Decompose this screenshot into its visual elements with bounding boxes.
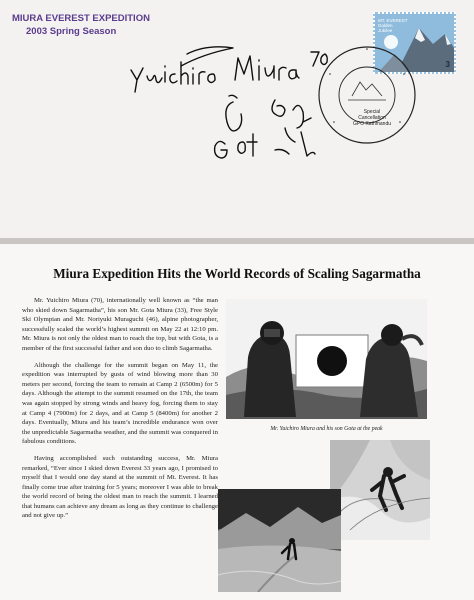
special-cancellation-label: Special Cancellation GPO Kathmandu <box>352 109 392 127</box>
article-paragraph: Although the challenge for the summit began on May 11, the expedition was interrupted by gusts of wind blowing more than 30 meters per second, forcing the team to remain at Camp 2 (6500m) for 5 days. Although the attempt to the summit resumed on the 17th, the team was again stopped by strong winds and heavy fog, forcing them to stay at Camp 4 (7900m) for 2 days, and at Camp 5 (8400m) for another 2 days. Eventually, Miura and his team’s incredible endurance won over the unpredictable Sagarmatha weather, and the summit was conquered in fabulous conditions. <box>22 361 218 446</box>
trekking-photo <box>218 489 341 592</box>
commemorative-envelope <box>0 0 474 238</box>
article-body <box>22 296 218 528</box>
summit-photo <box>226 299 427 419</box>
article-headline: Miura Expedition Hits the World Records of Scaling Sagarmatha <box>53 266 421 281</box>
ice-climb-photo <box>330 440 430 540</box>
press-leaflet <box>0 244 474 600</box>
expedition-season: 2003 Spring Season <box>26 26 117 37</box>
photo-caption: Mr. Yuichiro Miura and his son Gota at the peak <box>270 426 383 432</box>
stamp-title: MT. EVEREST Golden Jubilee <box>378 18 408 33</box>
article-paragraph: Having accomplished such outstanding success, Mr. Miura remarked, “Ever since I skied down Everest 33 years ago, I promised to myself that I would one day stand at the summit of Mt. Everest. It has finally come true after training for 5 years; moreover I was able to break the world record of being the oldest man to reach the summit. I learned that humans can achieve any dream as long as they continue to challenge and not give up.” <box>22 454 218 520</box>
expedition-title: MIURA EVEREST EXPEDITION <box>12 13 150 24</box>
article-paragraph: Mr. Yuichiro Miura (70), internationally well known as “the man who skied down Sagarmatha”, his son Mr. Gota Miura (33), Free Style Ski Olympian and Mr. Noriyuki Muraguchi (46), alpine photographer, successfully scaled the world’s highest summit on May 22 at 12:10 pm. Mr. Miura is not only the oldest man to reach the top, but with Gota, is a member of the first successful father and son duo to climb Sagarmatha. <box>22 297 218 352</box>
stamp-denomination: 3 <box>445 60 450 69</box>
postmark-cancellation <box>312 40 422 150</box>
